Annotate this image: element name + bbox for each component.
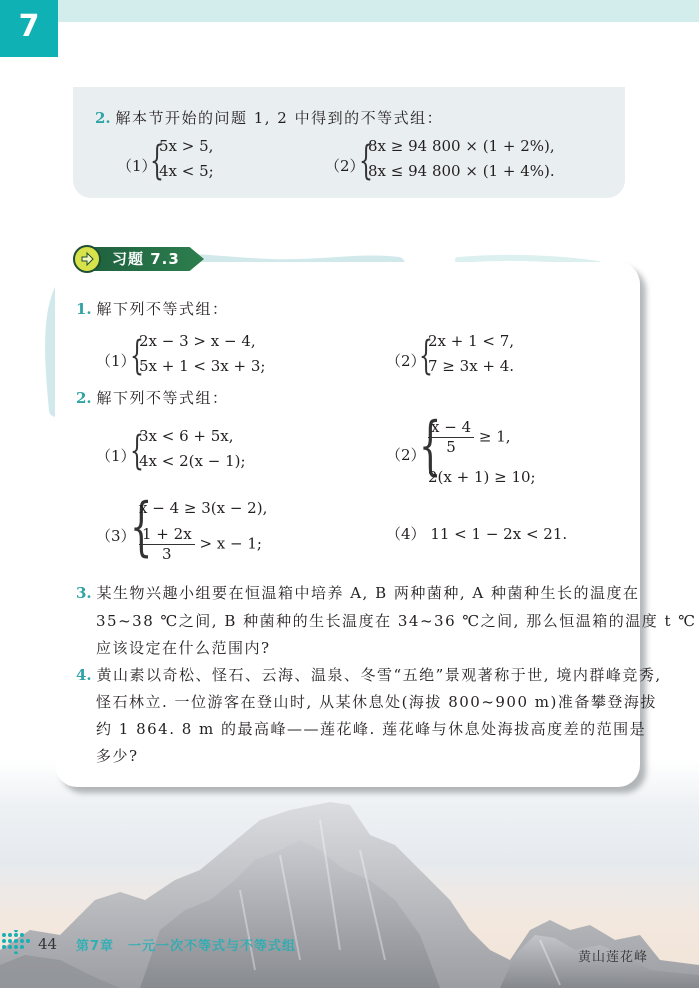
chapter-number-tab	[0, 0, 58, 57]
fraction-rest: > x − 1;	[199, 534, 262, 553]
item-label: （4）	[386, 525, 426, 543]
brace-icon: {	[359, 138, 373, 184]
exercise-question-4-line-3: 约 1 864. 8 m 的最高峰——莲花峰. 莲花峰与休息处海拔高度差的范围是	[96, 720, 647, 738]
brace-icon: {	[150, 138, 164, 184]
exercise-section-banner	[70, 245, 220, 273]
inequality-line: 4x < 5;	[159, 162, 214, 180]
exercise-question-1	[76, 298, 228, 319]
inequality-line: 7 ≥ 3x + 4.	[428, 357, 515, 375]
inequality-line: 2x − 3 > x − 4,	[139, 332, 256, 350]
question-number: 2.	[76, 389, 92, 407]
exercise-question-4-line-4: 多少?	[96, 747, 139, 765]
inequality-line: 2(x + 1) ≥ 10;	[428, 468, 536, 486]
fraction-numerator: 1 + 2x	[139, 525, 195, 545]
question-prompt: 解下列不等式组：	[96, 389, 229, 407]
fraction-denominator: 3	[162, 544, 172, 563]
fraction	[139, 525, 195, 564]
item-label: （1）	[96, 352, 136, 370]
inequality-line: 4x < 2(x − 1);	[139, 452, 246, 470]
item-label: （3）	[96, 527, 136, 545]
page-number: 44	[38, 935, 58, 953]
brace-icon: {	[130, 333, 144, 379]
fraction-rest: ≥ 1,	[478, 427, 511, 446]
brace-icon: {	[419, 409, 442, 483]
exercise-question-4-line-1	[76, 664, 662, 685]
inequality-line: 3x < 6 + 5x,	[139, 427, 234, 445]
header-band	[58, 0, 699, 22]
inequality-line: 8x ≤ 94 800 × (1 + 4%).	[368, 162, 555, 180]
item-label: （1）	[96, 447, 136, 465]
item-label: （2）	[386, 446, 426, 464]
question-number: 4.	[76, 666, 92, 684]
brace-icon: {	[130, 428, 144, 474]
question-prompt: 解下列不等式组：	[96, 300, 229, 318]
practice-question	[95, 107, 443, 128]
item-label: （2）	[325, 157, 365, 175]
fraction-line	[428, 418, 511, 457]
question-text: 黄山素以奇松、怪石、云海、温泉、冬雪“五绝”景观著称于世, 境内群峰竞秀,	[96, 666, 662, 684]
inequality-line: 2x + 1 < 7,	[428, 332, 515, 350]
fraction-numerator: x − 4	[428, 418, 474, 438]
exercise-title: 习题 7.3	[112, 250, 180, 268]
fraction-denominator: 5	[446, 437, 456, 456]
chapter-number: 7	[18, 9, 40, 44]
page-dots-icon	[0, 930, 36, 954]
question-number: 2.	[95, 109, 111, 127]
brace-icon: {	[419, 333, 433, 379]
exercise-question-3-line-2: 35~38 ℃之间, B 种菌种的生长温度在 34~36 ℃之间, 那么恒温箱的温度 t ℃	[96, 612, 697, 630]
question-number: 1.	[76, 300, 92, 318]
exercise-question-4-line-2: 怪石林立. 一位游客在登山时, 从某休息处(海拔 800~900 m)准备攀登海拔	[96, 693, 657, 711]
item-label: （1）	[117, 157, 157, 175]
inequality-line: 8x ≥ 94 800 × (1 + 2%),	[368, 137, 555, 155]
item-label: （2）	[386, 352, 426, 370]
exercise-question-2	[76, 387, 228, 408]
brace-icon: {	[130, 490, 153, 564]
q2-item-4	[386, 523, 567, 544]
exercise-question-3-line-1	[76, 582, 640, 603]
inequality-line: x − 4 ≥ 3(x − 2),	[139, 499, 268, 517]
fraction-line	[139, 525, 262, 564]
question-text: 某生物兴趣小组要在恒温箱中培养 A, B 两种菌种, A 种菌种生长的温度在	[96, 584, 640, 602]
arrow-right-circle-icon	[73, 245, 101, 273]
inequality-line: 5x + 1 < 3x + 3;	[139, 357, 266, 375]
fraction	[428, 418, 474, 457]
exercise-question-3-line-3: 应该设定在什么范围内?	[96, 639, 271, 657]
question-number: 3.	[76, 584, 92, 602]
question-prompt: 解本节开始的问题 1, 2 中得到的不等式组：	[115, 109, 444, 127]
inequality-line: 5x > 5,	[159, 137, 214, 155]
inequality-line: 11 < 1 − 2x < 21.	[430, 525, 568, 543]
photo-caption: 黄山莲花峰	[578, 950, 649, 965]
chapter-footer-title: 第7章 一元一次不等式与不等式组	[76, 939, 297, 954]
